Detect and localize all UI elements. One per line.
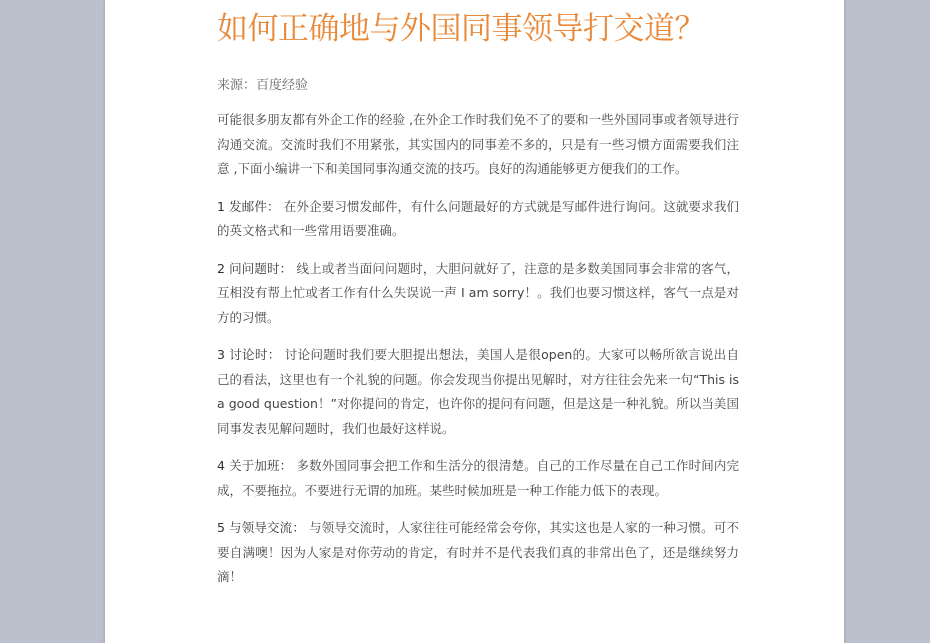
section-heading: 3 讨论时： <box>217 347 281 362</box>
section-heading: 4 关于加班： <box>217 458 293 473</box>
section-2 <box>217 257 739 331</box>
section-1 <box>217 195 739 244</box>
article <box>217 8 739 602</box>
section-heading: 5 与领导交流： <box>217 520 305 535</box>
section-heading: 2 问问题时： <box>217 260 293 276</box>
section-3 <box>217 343 739 441</box>
section-text: 与领导交流时，人家往往可能经常会夸你，其实这也是人家的一种习惯。可不要自满噢！因为人家是对你劳动的肯定，有时并不是代表我们真的非常出色了，还是继续努力滴！ <box>217 520 739 584</box>
article-title: 如何正确地与外国同事领导打交道？ <box>217 11 705 47</box>
section-text: 讨论问题时我们要大胆提出想法，美国人是很open的。大家可以畅所欲言说出自己的看法，这里也有一个礼貌的问题。你会发现当你提出见解时，对方往往会先来一句“This is a good question！”对你提问的肯定，也许你的提问有问题，但是这是一种礼貌。所以当美国同事发表见解问题时，我们也最好这样说。 <box>217 347 739 436</box>
section-text: 线上或者当面问问题时，大胆问就好了，注意的是多数美国同事会非常的客气，互相没有帮上忙或者工作有什么失误说一声 I am sorry！。我们也要习惯这样，客气一点是对方的习惯。 <box>217 260 739 325</box>
section-text: 多数外国同事会把工作和生活分的很清楚。自己的工作尽量在自己工作时间内完成，不要拖拉。不要进行无谓的加班。某些时候加班是一种工作能力低下的表现。 <box>217 458 739 498</box>
section-text: 在外企要习惯发邮件，有什么问题最好的方式就是写邮件进行询问。这就要求我们的英文格式和一些常用语要准确。 <box>217 198 739 238</box>
section-heading: 1 发邮件： <box>217 198 280 214</box>
article-intro: 可能很多朋友都有外企工作的经验 ,在外企工作时我们免不了的要和一些外国同事或者领导进行沟通交流。交流时我们不用紧张，其实国内的同事差不多的，只是有一些习惯方面需要我们注意 ,下面小编讲一下和美国同事沟通交流的技巧。良好的沟通能够更方便我们的工作。 <box>217 112 739 176</box>
section-5 <box>217 516 739 590</box>
document-page <box>105 0 844 643</box>
section-4 <box>217 454 739 503</box>
article-source: 来源：百度经验 <box>217 78 309 93</box>
